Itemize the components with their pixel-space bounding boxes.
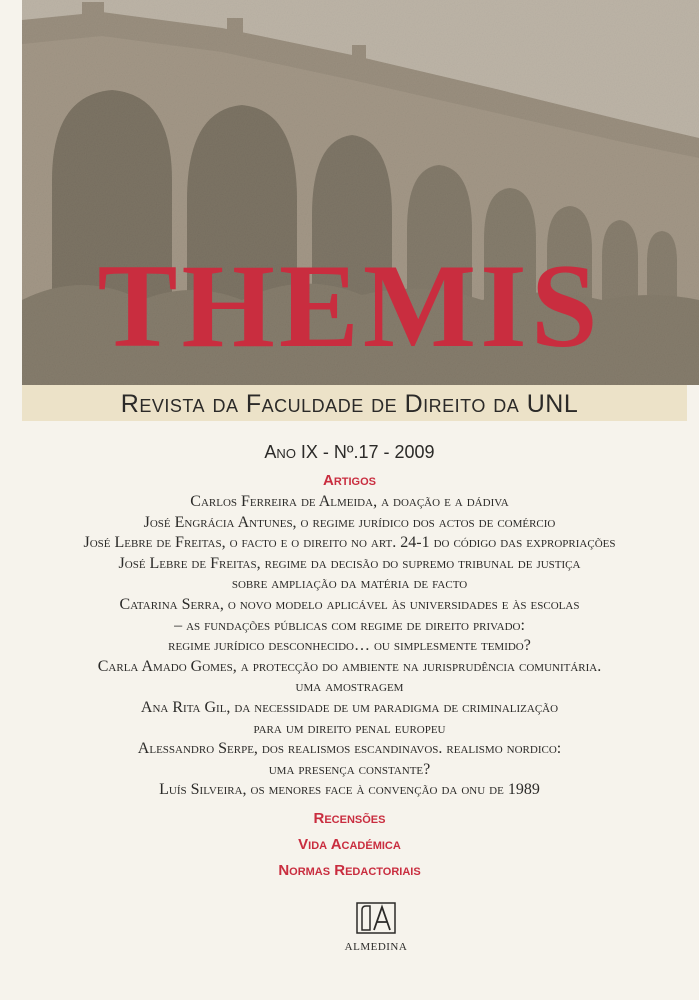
article-line: Ana Rita Gil, da necessidade de um paradigma de criminalização	[140, 698, 559, 716]
journal-title: THEMIS	[97, 239, 602, 372]
article-line: José Engrácia Antunes, o regime jurídico dos actos de comércio	[143, 513, 556, 531]
article-line: uma amostragem	[295, 678, 404, 696]
journal-subtitle: Revista da Faculdade de Direito da UNL	[120, 390, 579, 418]
section-vida-academica: Vida Académica	[298, 836, 401, 853]
article-line: Carla Amado Gomes, a protecção do ambiente na jurisprudência comunitária.	[97, 657, 602, 675]
issue-info: Ano IX - Nº.17 - 2009	[264, 442, 435, 462]
artigos-heading: Artigos	[322, 472, 376, 489]
article-line: José Lebre de Freitas, regime da decisão do supremo tribunal de justiça	[118, 554, 581, 572]
article-line: regime jurídico desconhecido… ou simplesmente temido?	[168, 637, 531, 655]
article-line: Carlos Ferreira de Almeida, a doação e a dádiva	[190, 493, 509, 510]
section-recensoes: Recensões	[313, 810, 386, 827]
article-line: Catarina Serra, o novo modelo aplicável às universidades e às escolas	[119, 595, 580, 613]
almedina-logo-icon	[356, 902, 396, 934]
article-line: para um direito penal europeu	[253, 719, 446, 737]
article-line: Alessandro Serpe, dos realismos escandinavos. realismo nordico:	[137, 740, 562, 758]
article-list	[0, 492, 699, 801]
section-normas-redactoriais: Normas Redactoriais	[278, 862, 421, 879]
other-sections	[0, 806, 699, 884]
article-line: José Lebre de Freitas, o facto e o direito no art. 24-1 do código das expropriações	[83, 534, 616, 552]
article-line: – as fundações públicas com regime de direito privado:	[174, 616, 525, 634]
article-line: uma presença constante?	[268, 760, 431, 778]
article-line: Luís Silveira, os menores face à convenção da onu de 1989	[159, 781, 540, 799]
publisher-name: ALMEDINA	[344, 941, 408, 953]
publisher-logo	[341, 902, 411, 953]
article-line: sobre ampliação da matéria de facto	[231, 575, 468, 593]
